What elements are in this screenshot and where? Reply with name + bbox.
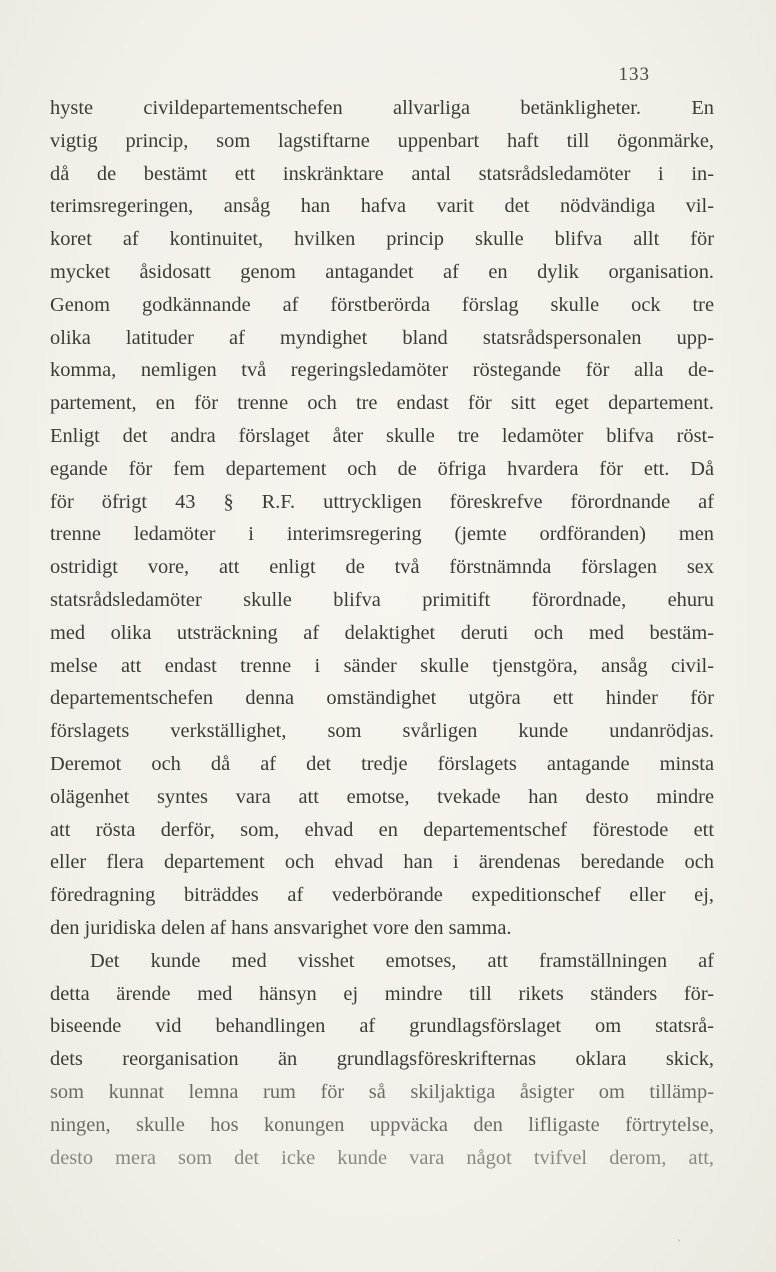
text-line-29: biseende vid behandlingen af grundlagsförslaget om statsrå- (50, 1015, 714, 1038)
text-line-12: egande för fem departement och de öfriga hvardera för ett. Då (50, 457, 714, 480)
text-line-21: Deremot och då af det tredje förslagets antagande minsta (50, 752, 714, 775)
text-line-19: departementschefen denna omständighet utgöra ett hinder för (50, 687, 714, 710)
text-line-5: koret af kontinuitet, hvilken princip skulle blifva allt för (50, 228, 714, 251)
text-line-27: Det kunde med visshet emotses, att framställningen af (90, 949, 714, 972)
text-line-16: statsrådsledamöter skulle blifva primitift förordnade, ehuru (50, 588, 714, 611)
text-line-3: då de bestämt ett inskränktare antal statsrådsledamöter i in- (50, 162, 714, 185)
text-line-26: den juridiska delen af hans ansvarighet vore den samma. (50, 916, 512, 939)
text-line-2: vigtig princip, som lagstiftarne uppenbart haft till ögonmärke, (50, 129, 714, 152)
text-line-4: terimsregeringen, ansåg han hafva varit det nödvändiga vil- (50, 195, 714, 218)
text-line-31: som kunnat lemna rum för så skiljaktiga åsigter om tillämp- (50, 1080, 714, 1103)
text-line-6: mycket åsidosatt genom antagandet af en dylik organisation. (50, 260, 714, 283)
text-line-33: desto mera som det icke kunde vara något tvifvel derom, att, (50, 1146, 714, 1169)
text-line-32: ningen, skulle hos konungen uppväcka den lifligaste förtrytelse, (50, 1113, 714, 1136)
text-line-13: för öfrigt 43 § R.F. uttryckligen föreskrefve förordnande af (50, 490, 714, 513)
text-line-28: detta ärende med hänsyn ej mindre till rikets ständers för- (50, 982, 714, 1005)
text-line-18: melse att endast trenne i sänder skulle tjenstgöra, ansåg civil- (50, 654, 714, 677)
text-line-20: förslagets verkställighet, som svårligen kunde undanrödjas. (50, 720, 714, 743)
text-line-10: partement, en för trenne och tre endast för sitt eget departement. (50, 392, 714, 415)
text-line-30: dets reorganisation än grundlagsföreskrifternas oklara skick, (50, 1048, 714, 1071)
text-line-17: med olika utsträckning af delaktighet deruti och med bestäm- (50, 621, 714, 644)
text-line-23: att rösta derför, som, ehvad en departementschef förestode ett (50, 818, 714, 841)
text-line-25: föredragning biträddes af vederbörande expeditionschef eller ej, (50, 884, 714, 907)
text-line-8: olika latituder af myndighet bland statsrådspersonalen upp- (50, 326, 714, 349)
text-line-14: trenne ledamöter i interimsregering (jemte ordföranden) men (50, 523, 714, 546)
body-text (50, 92, 714, 1174)
printer-mark: ` (677, 1240, 682, 1251)
text-line-7: Genom godkännande af förstberörda förslag skulle ock tre (50, 293, 714, 316)
page-number: 133 (618, 64, 650, 85)
text-line-22: olägenhet syntes vara att emotse, tvekade han desto mindre (50, 785, 714, 808)
text-line-9: komma, nemligen två regeringsledamöter röstegande för alla de- (50, 359, 714, 382)
text-line-11: Enligt det andra förslaget åter skulle tre ledamöter blifva röst- (50, 424, 714, 447)
text-line-1: hyste civildepartementschefen allvarliga betänkligheter. En (50, 97, 714, 119)
text-line-15: ostridigt vore, att enligt de två förstnämnda förslagen sex (50, 556, 714, 579)
text-line-24: eller flera departement och ehvad han i ärendenas beredande och (50, 851, 714, 874)
